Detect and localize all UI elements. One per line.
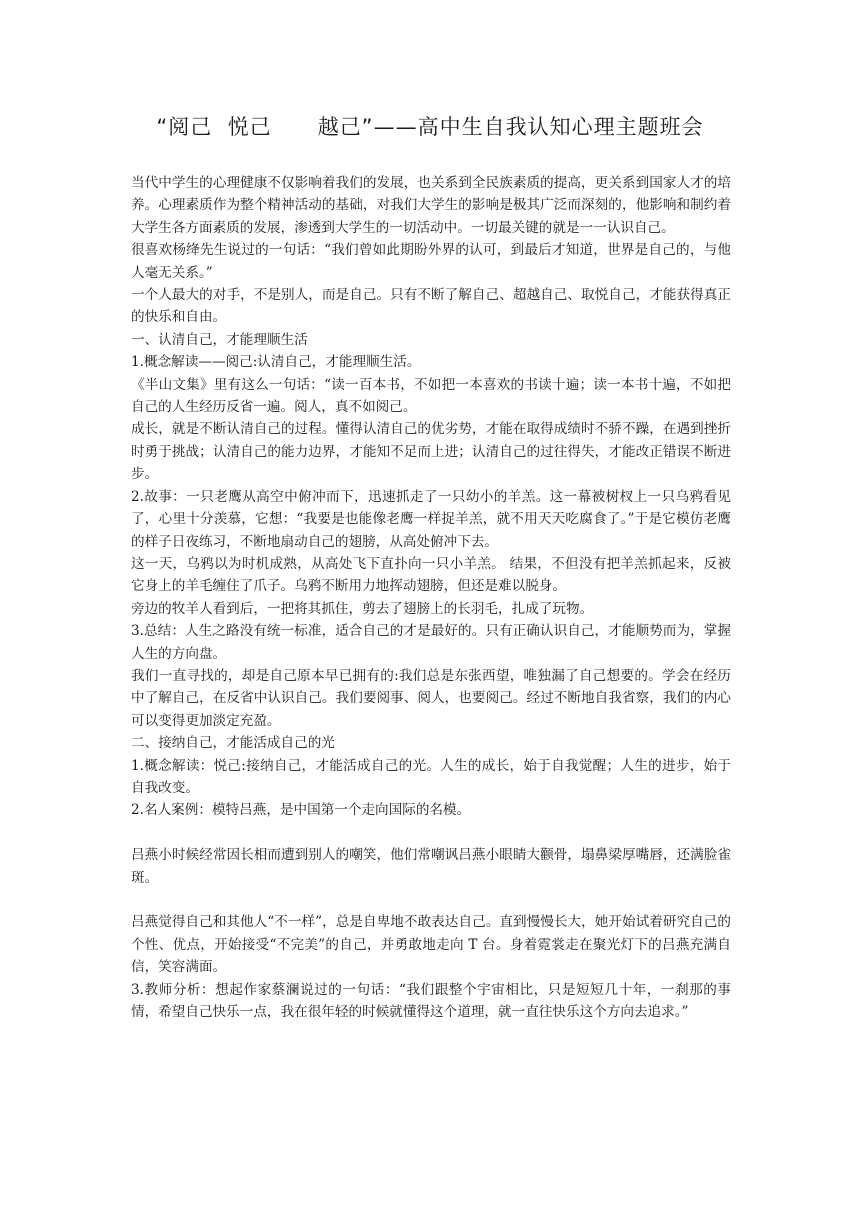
- paragraph: 旁边的牧羊人看到后，一把将其抓住，剪去了翅膀上的长羽毛，扎成了玩物。: [131, 600, 594, 617]
- paragraph: 一个人最大的对手，不是别人，而是自己。只有不断了解自己、超越自己、取悦自己，才能获得真正的快乐和自由。: [131, 287, 731, 326]
- paragraph: 1.概念解读——阅己:认清自己，才能理顺生活。: [131, 354, 421, 371]
- blank-line: [131, 822, 731, 844]
- paragraph: 2.故事：一只老鹰从高空中俯冲而下，迅速抓走了一只幼小的羊羔。这一幕被树杈上一只乌鸦看见了，心里十分羡慕，它想：“我要是也能像老鹰一样捉羊羔，就不用天天吃腐食了。”于是它模仿老鹰的样子日夜练习，不断地扇动自己的翅膀，从高处俯冲下去。: [131, 488, 731, 550]
- paragraph: 这一天，乌鸦以为时机成熟，从高处飞下直扑向一只小羊羔。 结果，不但没有把羊羔抓起来，反被它身上的羊毛缠住了爪子。乌鸦不断用力地挥动翅膀，但还是难以脱身。: [131, 555, 731, 595]
- paragraph: 2.名人案例：模特吕燕，是中国第一个走向国际的名模。: [131, 802, 471, 819]
- paragraph: 成长，就是不断认清自己的过程。懂得认清自己的优劣势，才能在取得成绩时不骄不躁，在遇到挫折时勇于挑战；认清自己的能力边界，才能知不足而上进；认清自己的过往得失，才能改正错误不断进步。: [131, 421, 731, 483]
- paragraph: 3.总结：人生之路没有统一标准，适合自己的才是最好的。只有正确认识自己，才能顺势而为，掌握人生的方向盘。: [131, 623, 731, 662]
- paragraph: 《半山文集》里有这么一句话：“读一百本书，不如把一本喜欢的书读十遍；读一本书十遍，不如把自己的人生经历反省一遍。阅人，真不如阅己。: [131, 376, 731, 416]
- paragraph: 吕燕觉得自己和其他人“不一样”，总是自卑地不敢表达自己。直到慢慢长大，她开始试着研究自己的个性、优点，开始接受“不完美”的自己，并勇敢地走向 T 台。身着霓裳走在聚光灯下的吕燕充满自信，笑容满面。: [131, 914, 731, 976]
- paragraph: 很喜欢杨绛先生说过的一句话：“我们曾如此期盼外界的认可，到最后才知道，世界是自己的，与他人毫无关系。”: [131, 242, 731, 281]
- paragraph: 我们一直寻找的，却是自己原本早已拥有的:我们总是东张西望，唯独漏了自己想要的。学会在经历中了解自己，在反省中认识自己。我们要阅事、阅人，也要阅己。经过不断地自我省察，我们的内心可以变得更加淡定充盈。: [131, 667, 731, 729]
- paragraph: 吕燕小时候经常因长相而遭到别人的嘲笑，他们常嘲讽吕燕小眼睛大颧骨，塌鼻梁厚嘴唇，还满脸雀斑。: [131, 847, 731, 886]
- paragraph: 当代中学生的心理健康不仅影响着我们的发展，也关系到全民族素质的提高，更关系到国家人才的培养。心理素质作为整个精神活动的基础，对我们大学生的影响是极其广泛而深刻的，他影响和制约着大学生各方面素质的发展，渗透到大学生的一切活动中。一切最关键的就是一一认识自己。: [131, 175, 731, 236]
- paragraph: 1.概念解读：悦己:接纳自己，才能活成自己的光。人生的成长，始于自我觉醒；人生的进步，始于自我改变。: [131, 757, 731, 796]
- paragraph: 一、认清自己，才能理顺生活: [131, 331, 308, 348]
- paragraph: 3.教师分析：想起作家蔡澜说过的一句话：“我们跟整个宇宙相比，只是短短几十年，一刹那的事情，希望自己快乐一点，我在很年轻的时候就懂得这个道理，就一直往快乐这个方向去追求。”: [131, 981, 731, 1020]
- document-body: [131, 172, 731, 1023]
- paragraph: 二、接纳自己，才能活成自己的光: [131, 735, 335, 752]
- blank-line: [131, 889, 731, 911]
- document-title: “阅己 悦己 越己”——高中生自我认知心理主题班会: [156, 115, 704, 139]
